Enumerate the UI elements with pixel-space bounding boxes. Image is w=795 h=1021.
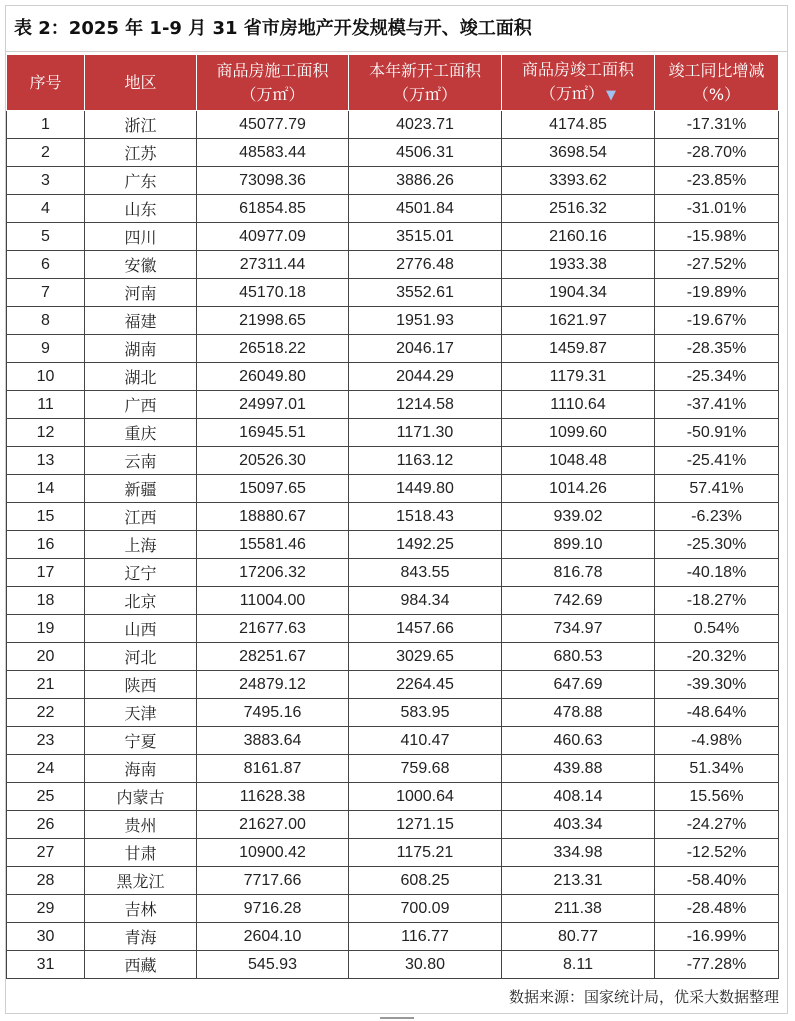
cell-index: 6 — [7, 251, 85, 279]
cell-index: 11 — [7, 391, 85, 419]
cell-construction-area: 2604.10 — [197, 923, 349, 951]
cell-region: 江苏 — [85, 139, 197, 167]
cell-completed-area: 403.34 — [502, 811, 655, 839]
table-row — [7, 839, 779, 867]
cell-completion-yoy: -12.52% — [655, 839, 779, 867]
cell-new-start-area: 843.55 — [349, 559, 502, 587]
sort-desc-icon[interactable]: ▼ — [606, 87, 616, 103]
cell-construction-area: 8161.87 — [197, 755, 349, 783]
cell-completion-yoy: -17.31% — [655, 111, 779, 139]
cell-region: 河南 — [85, 279, 197, 307]
cell-construction-area: 15581.46 — [197, 531, 349, 559]
cell-construction-area: 73098.36 — [197, 167, 349, 195]
cell-index: 3 — [7, 167, 85, 195]
cell-region: 四川 — [85, 223, 197, 251]
cell-construction-area: 17206.32 — [197, 559, 349, 587]
cell-completed-area: 647.69 — [502, 671, 655, 699]
cell-new-start-area: 1951.93 — [349, 307, 502, 335]
table-row — [7, 335, 779, 363]
cell-completion-yoy: -19.89% — [655, 279, 779, 307]
cell-completion-yoy: 51.34% — [655, 755, 779, 783]
table-row — [7, 811, 779, 839]
cell-new-start-area: 1163.12 — [349, 447, 502, 475]
cell-construction-area: 24879.12 — [197, 671, 349, 699]
cell-index: 18 — [7, 587, 85, 615]
cell-construction-area: 20526.30 — [197, 447, 349, 475]
table-row — [7, 755, 779, 783]
table-row — [7, 559, 779, 587]
cell-new-start-area: 2046.17 — [349, 335, 502, 363]
cell-new-start-area: 984.34 — [349, 587, 502, 615]
cell-region: 云南 — [85, 447, 197, 475]
cell-completed-area: 1459.87 — [502, 335, 655, 363]
cell-completed-area: 1014.26 — [502, 475, 655, 503]
cell-index: 20 — [7, 643, 85, 671]
cell-index: 21 — [7, 671, 85, 699]
cell-construction-area: 11628.38 — [197, 783, 349, 811]
cell-completed-area: 213.31 — [502, 867, 655, 895]
cell-new-start-area: 1214.58 — [349, 391, 502, 419]
cell-completion-yoy: -28.48% — [655, 895, 779, 923]
cell-construction-area: 11004.00 — [197, 587, 349, 615]
cell-completion-yoy: -28.35% — [655, 335, 779, 363]
cell-construction-area: 24997.01 — [197, 391, 349, 419]
cell-index: 9 — [7, 335, 85, 363]
cell-completion-yoy: -19.67% — [655, 307, 779, 335]
cell-region: 甘肃 — [85, 839, 197, 867]
cell-construction-area: 45170.18 — [197, 279, 349, 307]
cell-new-start-area: 1000.64 — [349, 783, 502, 811]
cell-index: 31 — [7, 951, 85, 979]
cell-index: 24 — [7, 755, 85, 783]
cell-construction-area: 48583.44 — [197, 139, 349, 167]
cell-index: 7 — [7, 279, 85, 307]
cell-completed-area: 2160.16 — [502, 223, 655, 251]
table-row — [7, 391, 779, 419]
table-row — [7, 475, 779, 503]
cell-construction-area: 9716.28 — [197, 895, 349, 923]
cell-new-start-area: 1175.21 — [349, 839, 502, 867]
cell-completion-yoy: -23.85% — [655, 167, 779, 195]
cell-completed-area: 460.63 — [502, 727, 655, 755]
cell-completion-yoy: -20.32% — [655, 643, 779, 671]
cell-construction-area: 545.93 — [197, 951, 349, 979]
cell-completed-area: 1179.31 — [502, 363, 655, 391]
cell-completion-yoy: -4.98% — [655, 727, 779, 755]
cell-region: 西藏 — [85, 951, 197, 979]
cell-completion-yoy: -15.98% — [655, 223, 779, 251]
cell-completion-yoy: -28.70% — [655, 139, 779, 167]
cell-construction-area: 40977.09 — [197, 223, 349, 251]
col-header-construction-area[interactable]: 商品房施工面积 （万㎡） — [197, 55, 349, 111]
cell-completion-yoy: -37.41% — [655, 391, 779, 419]
cell-index: 23 — [7, 727, 85, 755]
table-row — [7, 531, 779, 559]
cell-region: 浙江 — [85, 111, 197, 139]
table-body — [7, 111, 779, 979]
cell-completion-yoy: -18.27% — [655, 587, 779, 615]
table-row — [7, 727, 779, 755]
cell-construction-area: 26049.80 — [197, 363, 349, 391]
cell-new-start-area: 410.47 — [349, 727, 502, 755]
cell-completed-area: 439.88 — [502, 755, 655, 783]
table-row — [7, 307, 779, 335]
col-header-completed-area[interactable]: 商品房竣工面积 （万㎡） ▼ — [502, 55, 655, 111]
cell-completed-area: 80.77 — [502, 923, 655, 951]
cell-completed-area: 742.69 — [502, 587, 655, 615]
table-row — [7, 923, 779, 951]
table-row — [7, 195, 779, 223]
cell-new-start-area: 2264.45 — [349, 671, 502, 699]
cell-completion-yoy: -6.23% — [655, 503, 779, 531]
table-row — [7, 671, 779, 699]
cell-region: 江西 — [85, 503, 197, 531]
cell-index: 1 — [7, 111, 85, 139]
table-row — [7, 951, 779, 979]
cell-new-start-area: 4501.84 — [349, 195, 502, 223]
cell-region: 内蒙古 — [85, 783, 197, 811]
cell-completion-yoy: 57.41% — [655, 475, 779, 503]
cell-new-start-area: 1518.43 — [349, 503, 502, 531]
cell-index: 10 — [7, 363, 85, 391]
col-header-completion-yoy[interactable]: 竣工同比增减 （%） — [655, 55, 779, 111]
cell-completion-yoy: 15.56% — [655, 783, 779, 811]
table-row — [7, 643, 779, 671]
cell-completed-area: 816.78 — [502, 559, 655, 587]
cell-new-start-area: 2776.48 — [349, 251, 502, 279]
cell-new-start-area: 1457.66 — [349, 615, 502, 643]
cell-completion-yoy: -16.99% — [655, 923, 779, 951]
cell-index: 8 — [7, 307, 85, 335]
col-header-region[interactable]: 地区 — [85, 55, 197, 111]
cell-completed-area: 4174.85 — [502, 111, 655, 139]
cell-completed-area: 211.38 — [502, 895, 655, 923]
cell-region: 山东 — [85, 195, 197, 223]
cell-region: 湖南 — [85, 335, 197, 363]
cell-construction-area: 45077.79 — [197, 111, 349, 139]
cell-completion-yoy: -77.28% — [655, 951, 779, 979]
cell-region: 新疆 — [85, 475, 197, 503]
cell-completion-yoy: -31.01% — [655, 195, 779, 223]
cell-construction-area: 21998.65 — [197, 307, 349, 335]
cell-region: 山西 — [85, 615, 197, 643]
data-source-note: 数据来源：国家统计局，优采大数据整理 — [508, 988, 779, 1006]
cell-index: 4 — [7, 195, 85, 223]
cell-completion-yoy: -25.34% — [655, 363, 779, 391]
table-row — [7, 699, 779, 727]
cell-index: 30 — [7, 923, 85, 951]
cell-index: 15 — [7, 503, 85, 531]
cell-completed-area: 734.97 — [502, 615, 655, 643]
cell-region: 湖北 — [85, 363, 197, 391]
cell-index: 14 — [7, 475, 85, 503]
cell-region: 辽宁 — [85, 559, 197, 587]
cell-completed-area: 8.11 — [502, 951, 655, 979]
cell-construction-area: 61854.85 — [197, 195, 349, 223]
table-row — [7, 783, 779, 811]
cell-new-start-area: 3552.61 — [349, 279, 502, 307]
cell-construction-area: 10900.42 — [197, 839, 349, 867]
cell-completed-area: 1904.34 — [502, 279, 655, 307]
cell-completion-yoy: -25.30% — [655, 531, 779, 559]
table-row — [7, 251, 779, 279]
cell-completed-area: 680.53 — [502, 643, 655, 671]
cell-index: 29 — [7, 895, 85, 923]
cell-new-start-area: 1492.25 — [349, 531, 502, 559]
cell-completion-yoy: -24.27% — [655, 811, 779, 839]
cell-region: 宁夏 — [85, 727, 197, 755]
cell-index: 27 — [7, 839, 85, 867]
cell-new-start-area: 759.68 — [349, 755, 502, 783]
cell-completion-yoy: 0.54% — [655, 615, 779, 643]
cell-region: 上海 — [85, 531, 197, 559]
cell-construction-area: 26518.22 — [197, 335, 349, 363]
cell-region: 陕西 — [85, 671, 197, 699]
table-row — [7, 447, 779, 475]
table-title: 表 2：2025 年 1-9 月 31 省市房地产开发规模与开、竣工面积 — [6, 6, 787, 52]
cell-completed-area: 2516.32 — [502, 195, 655, 223]
table-row — [7, 279, 779, 307]
cell-new-start-area: 4023.71 — [349, 111, 502, 139]
cell-construction-area: 28251.67 — [197, 643, 349, 671]
table-row — [7, 895, 779, 923]
cell-completion-yoy: -27.52% — [655, 251, 779, 279]
table-row — [7, 363, 779, 391]
cell-new-start-area: 30.80 — [349, 951, 502, 979]
cell-region: 青海 — [85, 923, 197, 951]
cell-completion-yoy: -58.40% — [655, 867, 779, 895]
cell-new-start-area: 1171.30 — [349, 419, 502, 447]
table-row — [7, 139, 779, 167]
cell-completed-area: 1048.48 — [502, 447, 655, 475]
table-row — [7, 111, 779, 139]
cell-construction-area: 18880.67 — [197, 503, 349, 531]
cell-construction-area: 3883.64 — [197, 727, 349, 755]
cell-completed-area: 3698.54 — [502, 139, 655, 167]
cell-completion-yoy: -39.30% — [655, 671, 779, 699]
cell-region: 河北 — [85, 643, 197, 671]
cell-new-start-area: 4506.31 — [349, 139, 502, 167]
cell-construction-area: 21627.00 — [197, 811, 349, 839]
cell-region: 海南 — [85, 755, 197, 783]
cell-region: 重庆 — [85, 419, 197, 447]
cell-new-start-area: 583.95 — [349, 699, 502, 727]
cell-region: 广东 — [85, 167, 197, 195]
cell-region: 安徽 — [85, 251, 197, 279]
table-row — [7, 419, 779, 447]
cell-completed-area: 1621.97 — [502, 307, 655, 335]
table-row — [7, 867, 779, 895]
data-table — [6, 54, 779, 979]
cell-new-start-area: 1271.15 — [349, 811, 502, 839]
cell-new-start-area: 3029.65 — [349, 643, 502, 671]
cell-construction-area: 21677.63 — [197, 615, 349, 643]
cell-index: 28 — [7, 867, 85, 895]
cell-construction-area: 7717.66 — [197, 867, 349, 895]
cell-completed-area: 1933.38 — [502, 251, 655, 279]
table-header-row — [7, 55, 779, 111]
cell-new-start-area: 700.09 — [349, 895, 502, 923]
cell-construction-area: 27311.44 — [197, 251, 349, 279]
table-row — [7, 615, 779, 643]
cell-completed-area: 408.14 — [502, 783, 655, 811]
cell-region: 贵州 — [85, 811, 197, 839]
cell-region: 福建 — [85, 307, 197, 335]
cell-region: 天津 — [85, 699, 197, 727]
col-header-new-start-area[interactable]: 本年新开工面积 （万㎡） — [349, 55, 502, 111]
cell-region: 北京 — [85, 587, 197, 615]
cell-new-start-area: 2044.29 — [349, 363, 502, 391]
cell-new-start-area: 116.77 — [349, 923, 502, 951]
cell-index: 16 — [7, 531, 85, 559]
cell-region: 广西 — [85, 391, 197, 419]
cell-new-start-area: 3886.26 — [349, 167, 502, 195]
cell-index: 19 — [7, 615, 85, 643]
table-row — [7, 587, 779, 615]
cell-completion-yoy: -40.18% — [655, 559, 779, 587]
cell-completed-area: 899.10 — [502, 531, 655, 559]
cell-index: 5 — [7, 223, 85, 251]
cell-index: 25 — [7, 783, 85, 811]
cell-region: 黑龙江 — [85, 867, 197, 895]
table-row — [7, 503, 779, 531]
cell-index: 13 — [7, 447, 85, 475]
cell-new-start-area: 1449.80 — [349, 475, 502, 503]
scroll-indicator[interactable] — [380, 1017, 414, 1019]
cell-index: 22 — [7, 699, 85, 727]
table-row — [7, 223, 779, 251]
cell-construction-area: 7495.16 — [197, 699, 349, 727]
col-header-index[interactable]: 序号 — [7, 55, 85, 111]
cell-index: 12 — [7, 419, 85, 447]
cell-index: 26 — [7, 811, 85, 839]
cell-completed-area: 334.98 — [502, 839, 655, 867]
cell-index: 2 — [7, 139, 85, 167]
table-row — [7, 167, 779, 195]
cell-completed-area: 1110.64 — [502, 391, 655, 419]
cell-completed-area: 939.02 — [502, 503, 655, 531]
cell-completion-yoy: -25.41% — [655, 447, 779, 475]
cell-completed-area: 1099.60 — [502, 419, 655, 447]
cell-new-start-area: 3515.01 — [349, 223, 502, 251]
cell-completion-yoy: -48.64% — [655, 699, 779, 727]
cell-region: 吉林 — [85, 895, 197, 923]
cell-index: 17 — [7, 559, 85, 587]
cell-completed-area: 478.88 — [502, 699, 655, 727]
cell-new-start-area: 608.25 — [349, 867, 502, 895]
cell-construction-area: 15097.65 — [197, 475, 349, 503]
cell-completed-area: 3393.62 — [502, 167, 655, 195]
cell-completion-yoy: -50.91% — [655, 419, 779, 447]
cell-construction-area: 16945.51 — [197, 419, 349, 447]
